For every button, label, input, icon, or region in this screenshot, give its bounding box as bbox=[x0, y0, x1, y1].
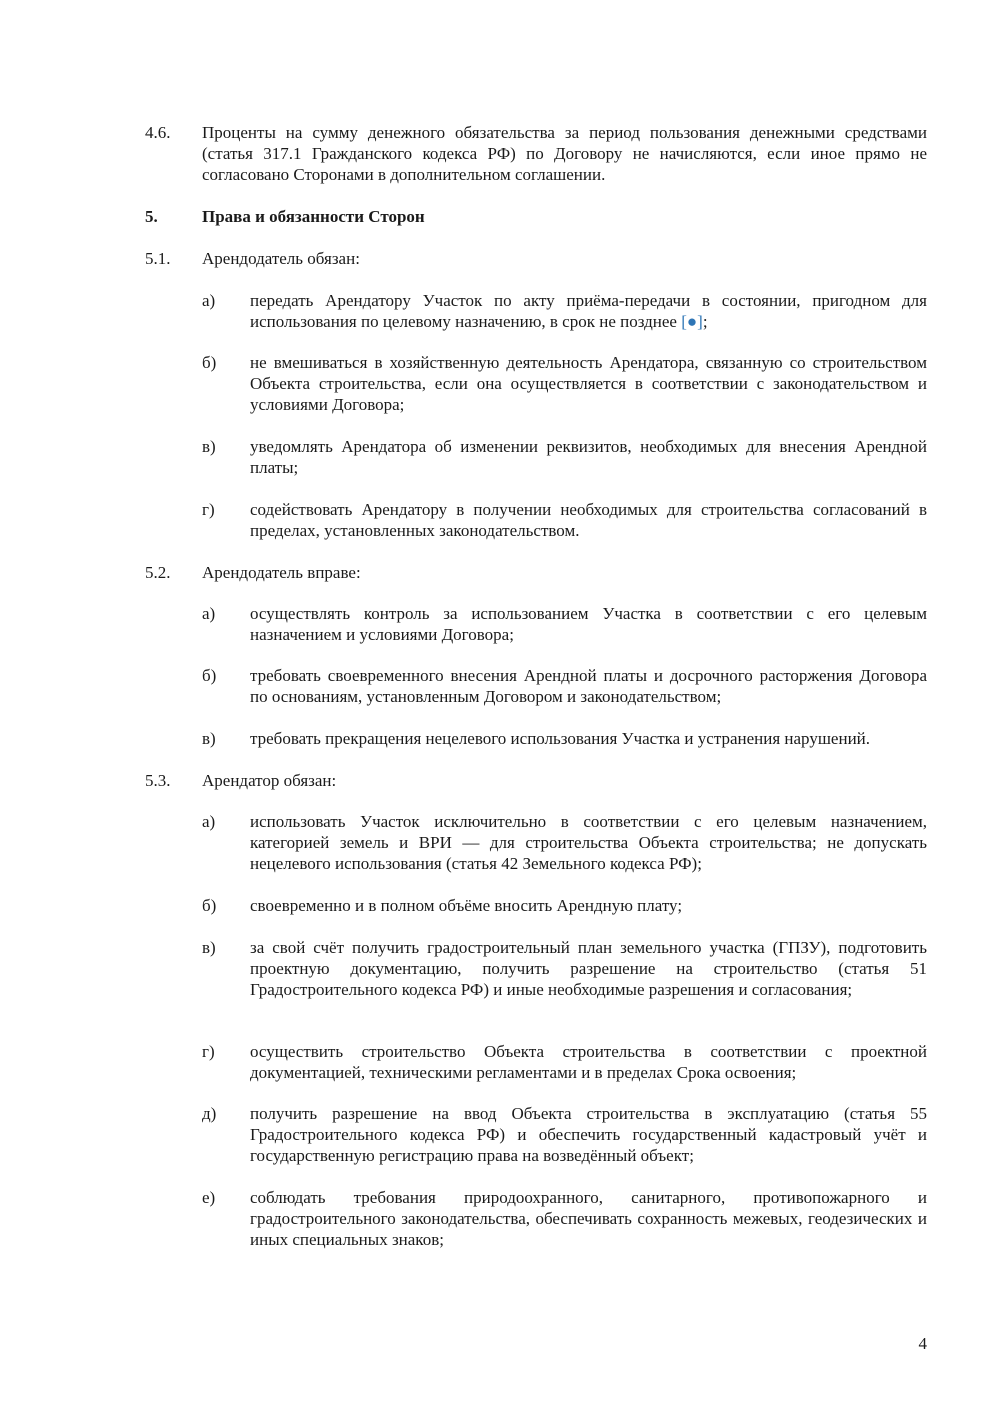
page-number: 4 bbox=[918, 1334, 927, 1353]
clause-number: 4.6. bbox=[145, 123, 171, 142]
item-letter: в) bbox=[202, 938, 216, 957]
item-text-main: передать Арендатору Участок по акту приёма-передачи в состоянии, пригодном для использования по целевому назначению, в срок не позднее bbox=[250, 291, 927, 331]
clause-intro: Арендодатель обязан: bbox=[202, 249, 360, 268]
item-letter: в) bbox=[202, 437, 216, 456]
item-letter: а) bbox=[202, 291, 216, 310]
item-text: получить разрешение на ввод Объекта строительства в эксплуатацию (статья 55 Градостроительного кодекса РФ) и обеспечить государственный кадастровый учёт и государственную регистрацию права на возведённый объект; bbox=[250, 1104, 927, 1165]
clause-number: 5.3. bbox=[145, 771, 171, 790]
item-text: осуществлять контроль за использованием Участка в соответствии с его целевым назначением и условиями Договора; bbox=[250, 604, 927, 644]
item-text: своевременно и в полном объёме вносить Арендную плату; bbox=[250, 896, 683, 915]
item-letter: б) bbox=[202, 896, 217, 915]
clause-number: 5.1. bbox=[145, 249, 171, 268]
item-letter: г) bbox=[202, 500, 215, 519]
placeholder-field: [●] bbox=[681, 312, 703, 331]
clause-intro: Арендодатель вправе: bbox=[202, 563, 361, 582]
section-number: 5. bbox=[145, 207, 158, 226]
item-text: уведомлять Арендатора об изменении реквизитов, необходимых для внесения Арендной платы; bbox=[250, 437, 927, 477]
section-title: Права и обязанности Сторон bbox=[202, 207, 425, 226]
item-letter: д) bbox=[202, 1104, 217, 1123]
item-text: содействовать Арендатору в получении необходимых для строительства согласований в пределах, установленных законодательством. bbox=[250, 500, 927, 540]
item-text: использовать Участок исключительно в соответствии с его целевым назначением, категорией земель и ВРИ — для строительства Объекта строительства; не допускать нецелевого использования (статья 42 Земельного кодекса РФ); bbox=[250, 812, 927, 873]
item-text-tail: ; bbox=[702, 312, 708, 331]
item-text: не вмешиваться в хозяйственную деятельность Арендатора, связанную со строительством Объекта строительства, если она осуществляется в соответствии с законодательством и условиями Договора; bbox=[250, 353, 927, 414]
item-text bbox=[250, 290, 927, 332]
item-text: требовать своевременного внесения Арендной платы и досрочного расторжения Договора по основаниям, установленным Договором и законодательством; bbox=[250, 666, 927, 706]
item-letter: а) bbox=[202, 604, 216, 623]
clause-intro: Арендатор обязан: bbox=[202, 771, 337, 790]
item-text: соблюдать требования природоохранного, санитарного, противопожарного и градостроительного законодательства, обеспечивать сохранность межевых, геодезических и иных специальных знаков; bbox=[250, 1188, 927, 1249]
item-text: требовать прекращения нецелевого использования Участка и устранения нарушений. bbox=[250, 729, 871, 748]
item-letter: е) bbox=[202, 1188, 216, 1207]
clause-text: Проценты на сумму денежного обязательства за период пользования денежными средствами (статья 317.1 Гражданского кодекса РФ) по Договору не начисляются, если иное прямо не согласовано Сторонами в дополнительном соглашении. bbox=[202, 123, 927, 184]
item-text: осуществить строительство Объекта строительства в соответствии с проектной документацией, техническими регламентами и в пределах Срока освоения; bbox=[250, 1042, 927, 1082]
item-letter: г) bbox=[202, 1042, 215, 1061]
item-letter: б) bbox=[202, 353, 217, 372]
item-letter: б) bbox=[202, 666, 217, 685]
clause-number: 5.2. bbox=[145, 563, 171, 582]
item-letter: а) bbox=[202, 812, 216, 831]
item-text: за свой счёт получить градостроительный план земельного участка (ГПЗУ), подготовить проектную документацию, получить разрешение на строительство (статья 51 Градостроительного кодекса РФ) и иные необходимые разрешения и согласования; bbox=[250, 938, 927, 999]
item-letter: в) bbox=[202, 729, 216, 748]
